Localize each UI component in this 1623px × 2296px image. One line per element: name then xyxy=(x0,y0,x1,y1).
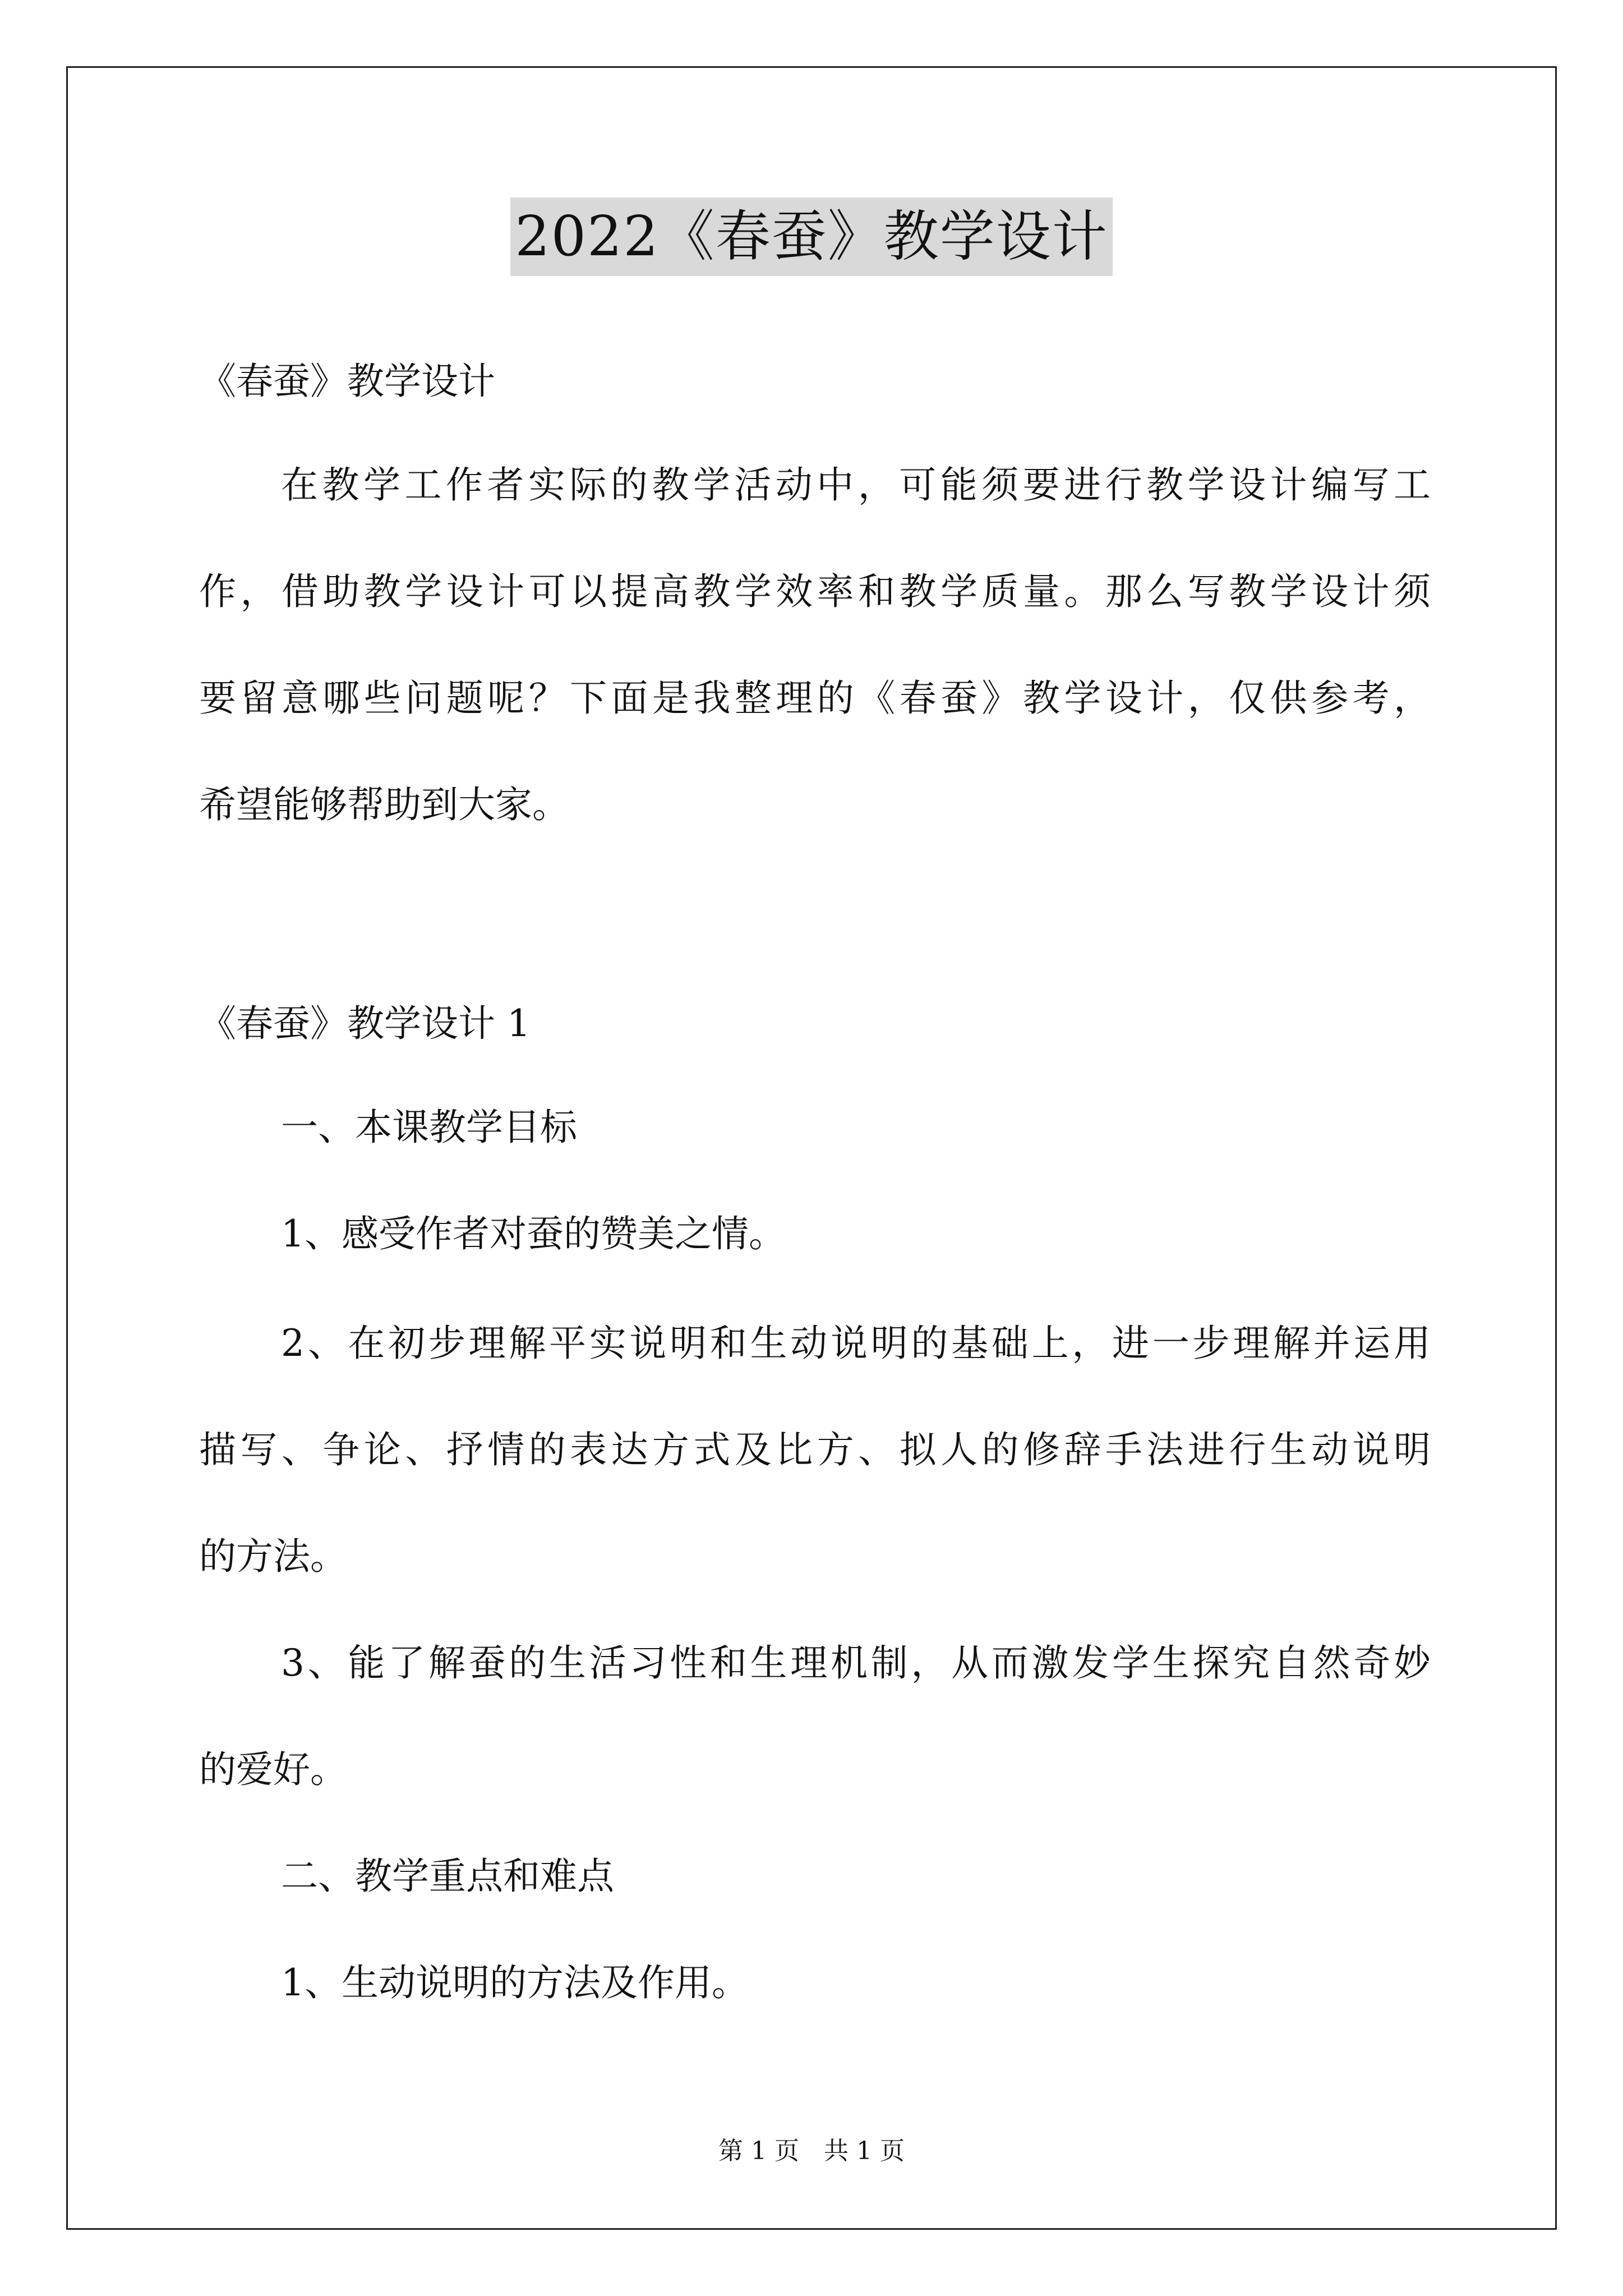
goal-2-line-3: 的方法。 xyxy=(199,1535,347,1578)
doc-subtitle: 《春蚕》教学设计 xyxy=(199,360,495,403)
intro-line-3-text: 要留意哪些问题呢？下面是我整理的《春蚕》教学设计，仅供参考， xyxy=(199,677,1431,720)
section1-heading: 《春蚕》教学设计 1 xyxy=(199,1002,531,1045)
part1-heading: 一、本课教学目标 xyxy=(281,1106,577,1149)
goal-3-line-2: 的爱好。 xyxy=(199,1748,347,1791)
intro-line-3 xyxy=(199,676,1431,721)
title-block xyxy=(0,197,1623,276)
page-footer: 第 1 页 共 1 页 xyxy=(718,2137,905,2165)
intro-line-2 xyxy=(199,569,1431,614)
intro-line-1-text: 在教学工作者实际的教学活动中，可能须要进行教学设计编写工 xyxy=(281,463,1431,507)
goal-1: 1、感受作者对蚕的赞美之情。 xyxy=(281,1212,786,1255)
goal-2-line-2 xyxy=(199,1428,1431,1473)
part2-heading: 二、教学重点和难点 xyxy=(281,1855,614,1898)
goal-2-line-1 xyxy=(199,1321,1431,1366)
goal-2-line-2-text: 描写、争论、抒情的表达方式及比方、拟人的修辞手法进行生动说明 xyxy=(199,1428,1431,1471)
intro-line-1 xyxy=(199,463,1431,508)
focus-1: 1、生动说明的方法及作用。 xyxy=(281,1961,749,2004)
page-title: 2022《春蚕》教学设计 xyxy=(510,197,1112,276)
goal-3-line-1 xyxy=(199,1641,1431,1686)
intro-line-2-text: 作，借助教学设计可以提高教学效率和教学质量。那么写教学设计须 xyxy=(199,570,1431,613)
intro-line-4: 希望能够帮助到大家。 xyxy=(199,783,569,826)
goal-2-line-1-text: 2、在初步理解平实说明和生动说明的基础上，进一步理解并运用 xyxy=(281,1322,1431,1365)
goal-3-line-1-text: 3、能了解蚕的生活习性和生理机制，从而激发学生探究自然奇妙 xyxy=(281,1641,1431,1685)
